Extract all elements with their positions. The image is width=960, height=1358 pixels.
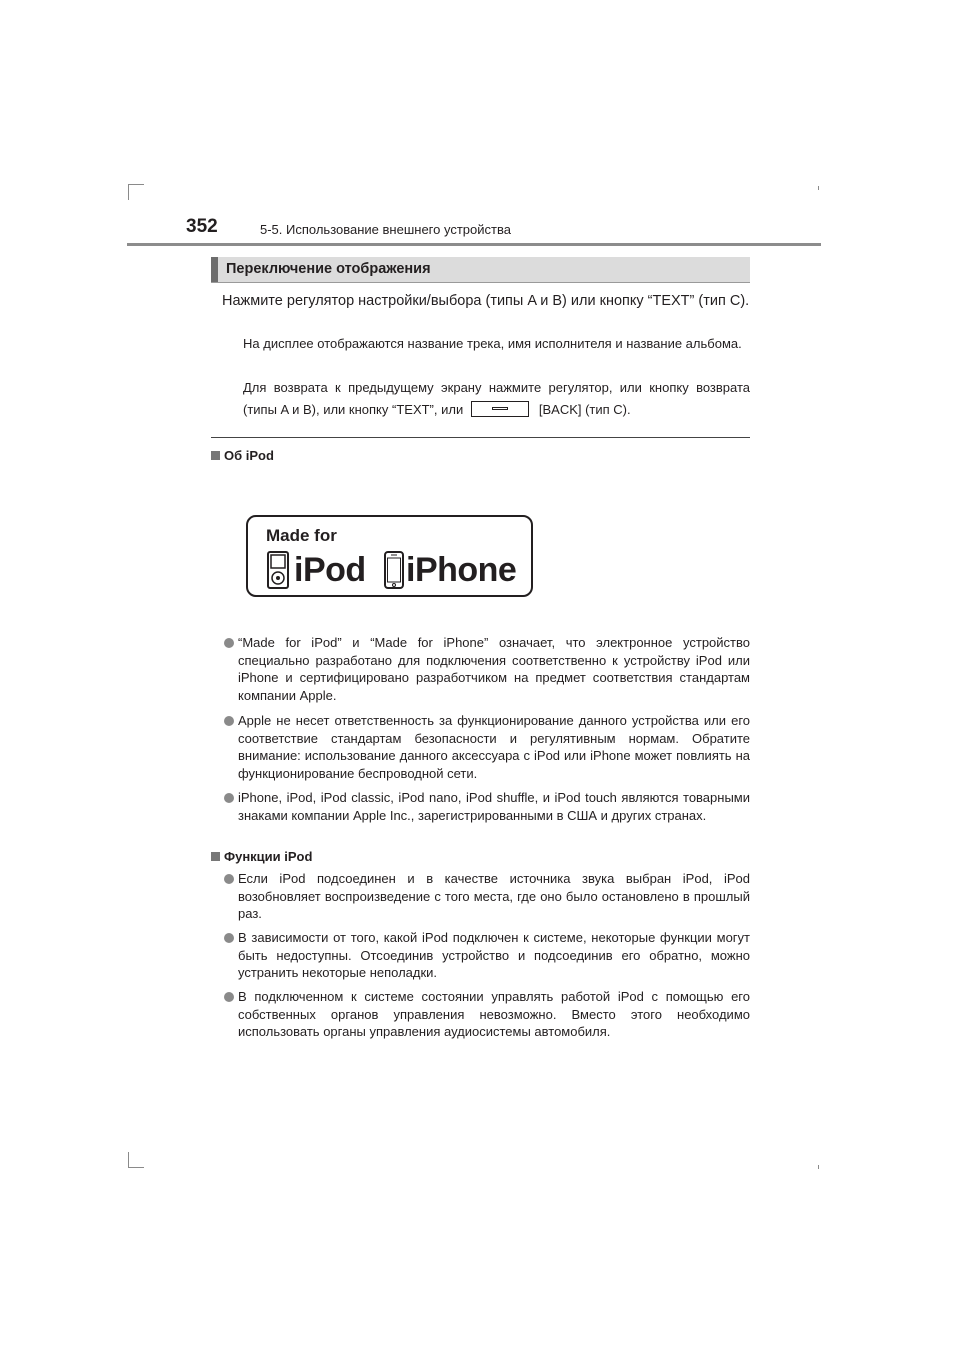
bullet-dot-icon — [224, 992, 234, 1002]
list-item-text: Apple не несет ответственность за функционирование данного устройства или его соответствие стандартам безопасности и регулятивным нормам. Обратите внимание: использование данного аксессуара с iPod или iPhone может повлиять на функционирование беспроводной сети. — [238, 713, 750, 781]
bullet-dot-icon — [224, 716, 234, 726]
note-display-info: На дисплее отображаются название трека, имя исполнителя и название альбома. — [243, 336, 742, 351]
crop-mark-top-left — [128, 184, 144, 185]
list-item — [224, 929, 750, 982]
list-item — [224, 634, 750, 704]
subheading-about-ipod — [211, 448, 274, 463]
bullet-dot-icon — [224, 874, 234, 884]
crop-mark-top-right — [818, 186, 819, 190]
list-item — [224, 870, 750, 923]
crop-mark-top-left — [128, 184, 129, 200]
crop-mark-bottom-right — [818, 1165, 819, 1169]
logo-ipod-text: iPod — [294, 551, 366, 589]
bullet-dot-icon — [224, 638, 234, 648]
logo-iphone-text: iPhone — [406, 551, 517, 589]
list-item-text: iPhone, iPod, iPod classic, iPod nano, iPod shuffle, и iPod touch являются товарными знаками компании Apple Inc., зарегистрированными в США и других странах. — [238, 790, 750, 823]
section-divider — [211, 437, 750, 438]
square-bullet-icon — [211, 451, 220, 460]
list-item-text: В подключенном к системе состоянии управлять работой iPod с помощью его собственных органов управления невозможно. Вместо этого необходимо использовать органы управления аудиосистемы автомобиля. — [238, 989, 750, 1039]
subheading-about-ipod-text: Об iPod — [224, 448, 274, 463]
header-rule — [127, 243, 821, 246]
list-item — [224, 712, 750, 782]
subheading-ipod-functions — [211, 849, 312, 864]
made-for-ipod-iphone-logo — [246, 515, 533, 597]
square-bullet-icon — [211, 852, 220, 861]
logo-made-for: Made for — [266, 526, 337, 545]
back-key-icon — [471, 401, 529, 417]
list-item-text: “Made for iPod” и “Made for iPhone” означает, что электронное устройство специально разработано для подключения соответственно к устройству iPod или iPhone и сертифицировано разработчиком на предмет соответствия стандартам компании Apple. — [238, 635, 750, 703]
list-item-text: Если iPod подсоединен и в качестве источника звука выбран iPod, iPod возобновляет воспроизведение с того места, где оно было остановлено в прошлый раз. — [238, 871, 750, 921]
list-item — [224, 988, 750, 1041]
note-return — [243, 377, 750, 421]
subheading-ipod-functions-text: Функции iPod — [224, 849, 313, 864]
list-item-text: В зависимости от того, какой iPod подключен к системе, некоторые функции могут быть недоступны. Отсоединив устройство и подсоединив его обратно, можно устранить некоторые неполадки. — [238, 930, 750, 980]
section-title: 5-5. Использование внешнего устройства — [260, 222, 511, 237]
bullet-dot-icon — [224, 793, 234, 803]
step-text: Нажмите регулятор настройки/выбора (типы A и B) или кнопку “TEXT” (тип C). — [222, 293, 750, 309]
crop-mark-bottom-left — [128, 1152, 129, 1168]
ipod-icon — [267, 551, 289, 589]
heading-band-underline — [211, 282, 750, 283]
heading-display-switch: Переключение отображения — [226, 261, 431, 277]
note-return-text: Для возврата к предыдущему экрану нажмите регулятор, или кнопку возврата (типы A и B), или кнопку “TEXT”, или — [243, 380, 750, 417]
bullet-dot-icon — [224, 933, 234, 943]
crop-mark-bottom-left — [128, 1167, 144, 1168]
list-item — [224, 789, 750, 824]
heading-band-bar — [211, 257, 218, 282]
heading-band — [211, 257, 750, 282]
page-number: 352 — [186, 216, 218, 237]
iphone-icon — [384, 551, 404, 589]
note-return-text-end: [BACK] (тип C). — [538, 402, 631, 417]
